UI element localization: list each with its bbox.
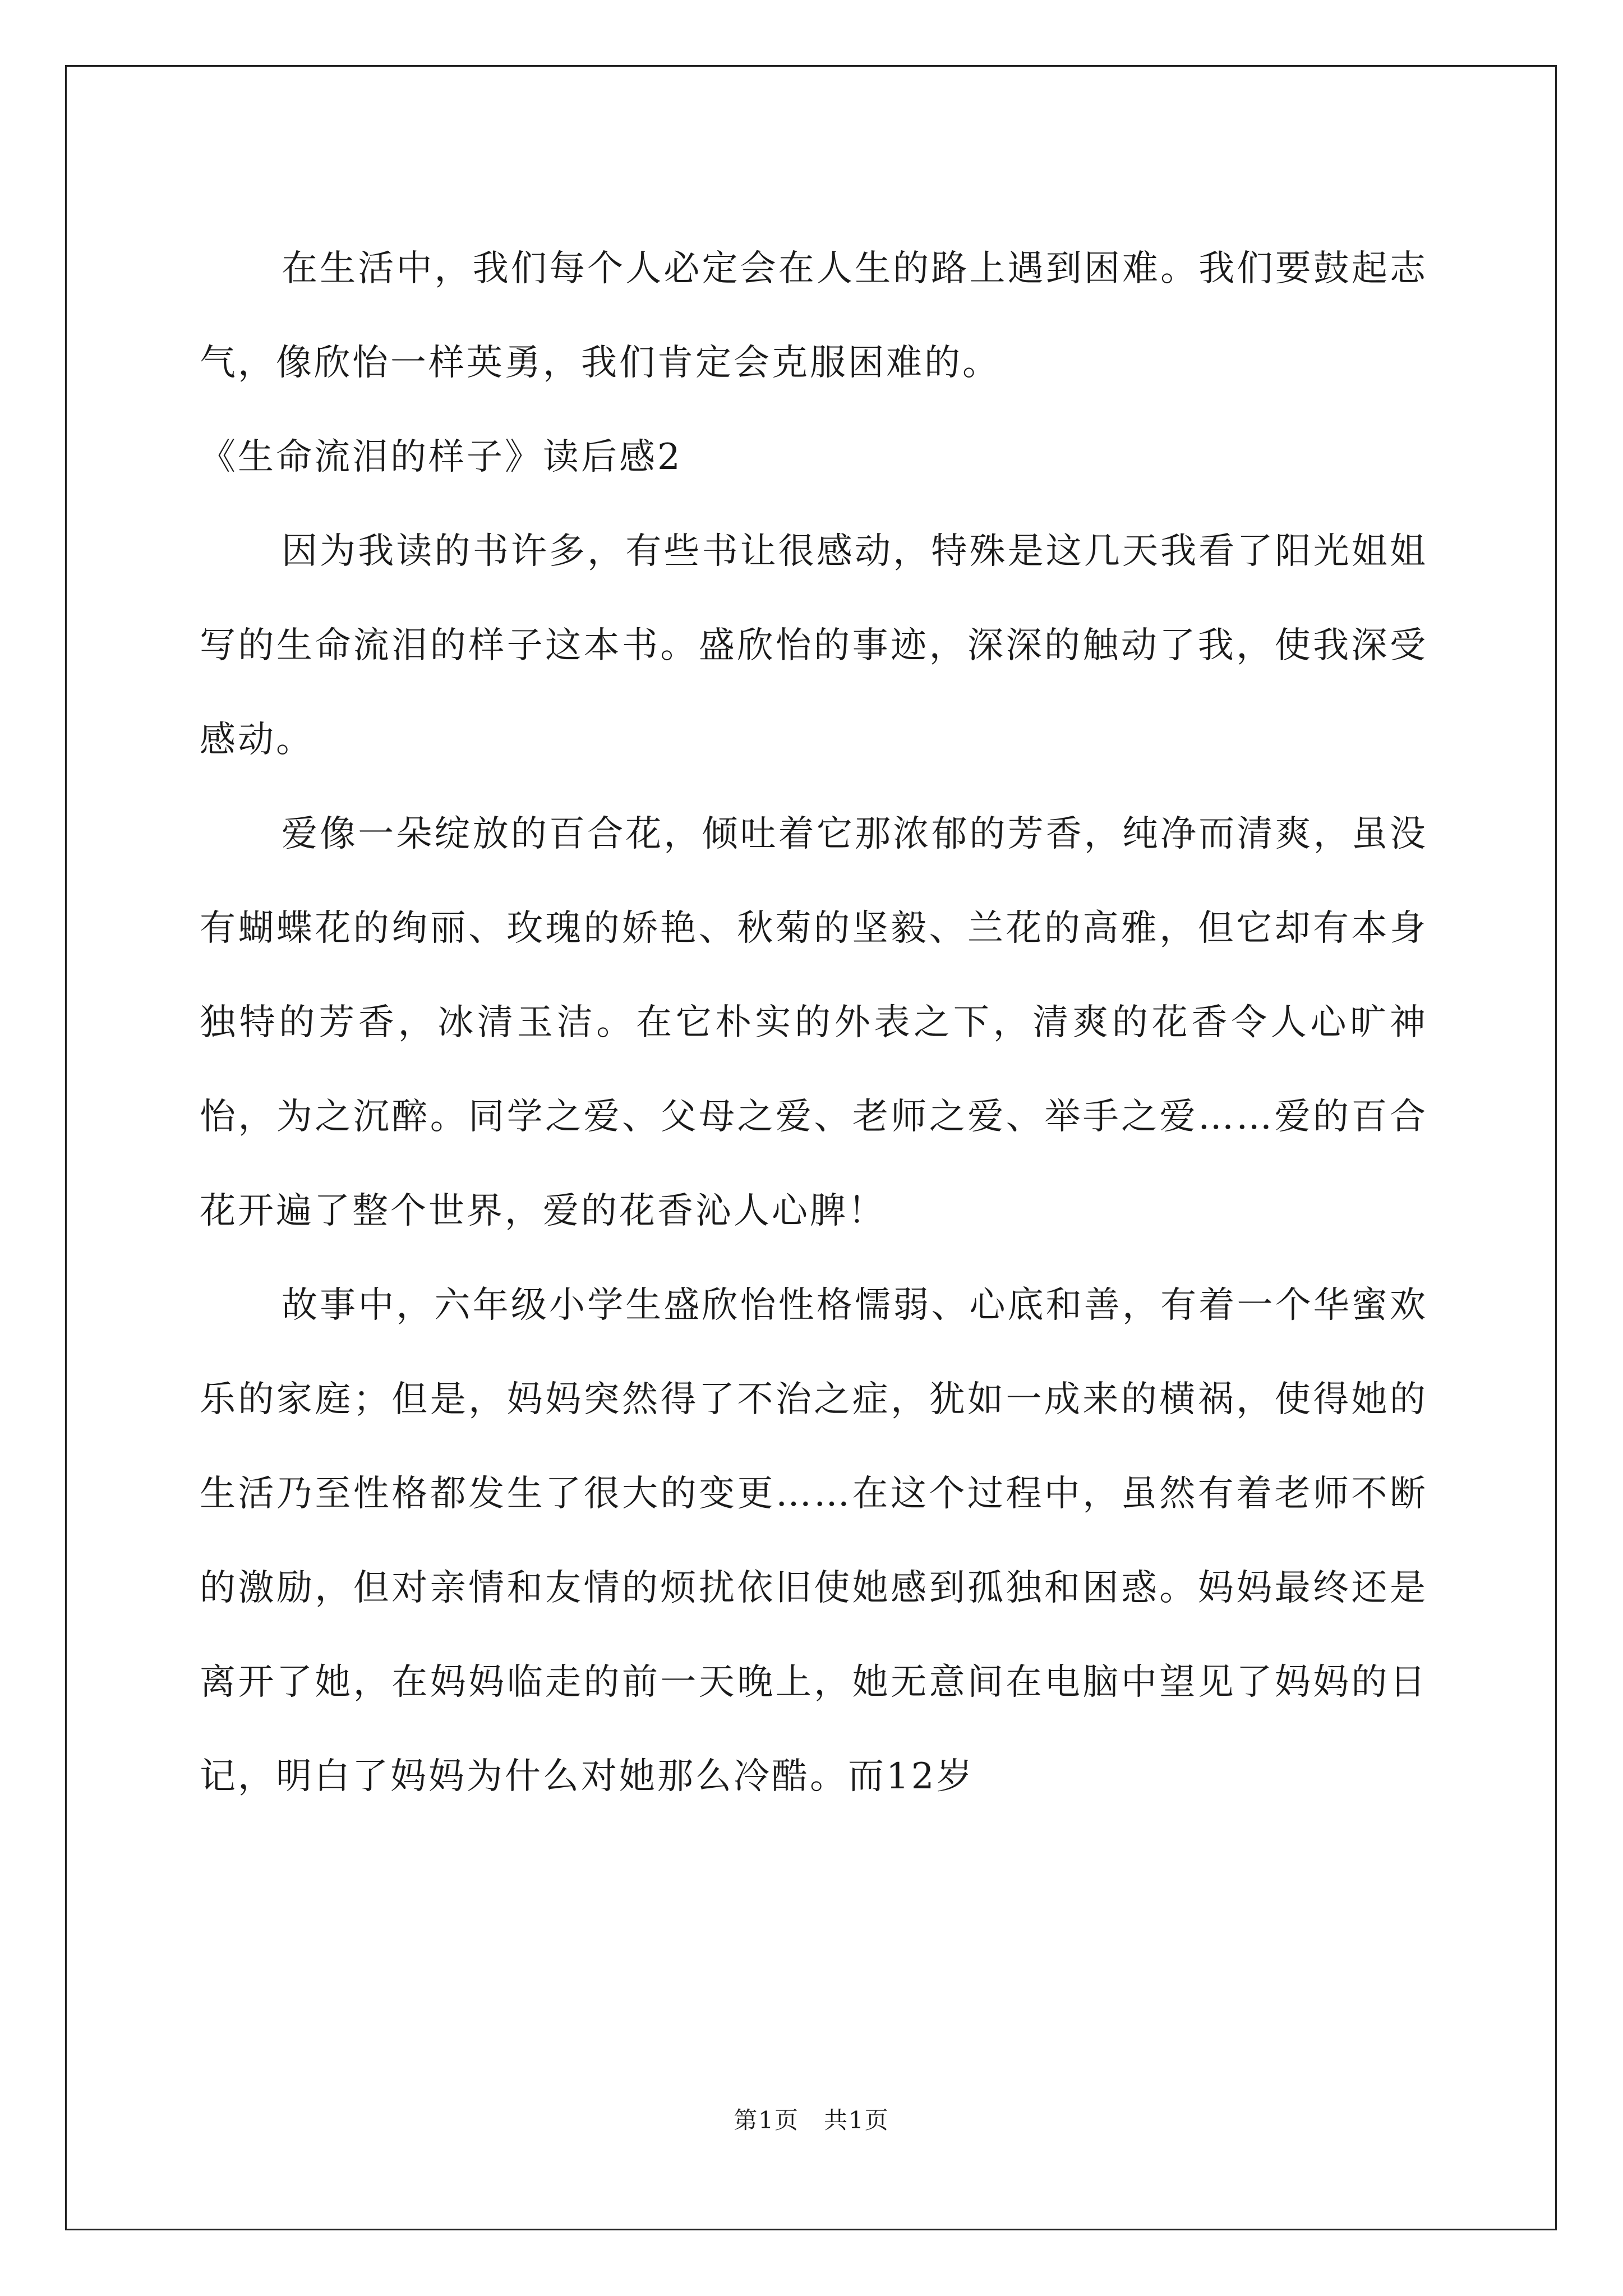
paragraph: 故事中，六年级小学生盛欣怡性格懦弱、心底和善，有着一个华蜜欢乐的家庭；但是，妈妈突然得了不治之症，犹如一成来的横祸，使得她的生活乃至性格都发生了很大的变更……在这个过程中，虽然有着老师不断的激励，但对亲情和友情的烦扰依旧使她感到孤独和困惑。妈妈最终还是离开了她，在妈妈临走的前一天晚上，她无意间在电脑中望见了妈妈的日记，明白了妈妈为什么对她那么冷酷。而12岁 [200,1285,1428,1797]
page-footer: 第1页 共1页 [734,2106,889,2134]
paragraph: 在生活中，我们每个人必定会在人生的路上遇到困难。我们要鼓起志气，像欣怡一样英勇，我们肯定会克服困难的。 [200,248,1428,384]
section-heading: 《生命流泪的样子》读后感2 [200,436,683,478]
document-body [200,222,1428,1824]
paragraph: 因为我读的书许多，有些书让很感动，特殊是这几天我看了阳光姐姐写的生命流泪的样子这本书。盛欣怡的事迹，深深的触动了我，使我深受感动。 [200,531,1428,761]
paragraph: 爱像一朵绽放的百合花，倾吐着它那浓郁的芳香，纯净而清爽，虽没有蝴蝶花的绚丽、玫瑰的娇艳、秋菊的坚毅、兰花的高雅，但它却有本身独特的芳香，冰清玉洁。在它朴实的外表之下，清爽的花香令人心旷神怡，为之沉醉。同学之爱、父母之爱、老师之爱、举手之爱……爱的百合花开遍了整个世界，爱的花香沁人心脾！ [200,813,1428,1232]
